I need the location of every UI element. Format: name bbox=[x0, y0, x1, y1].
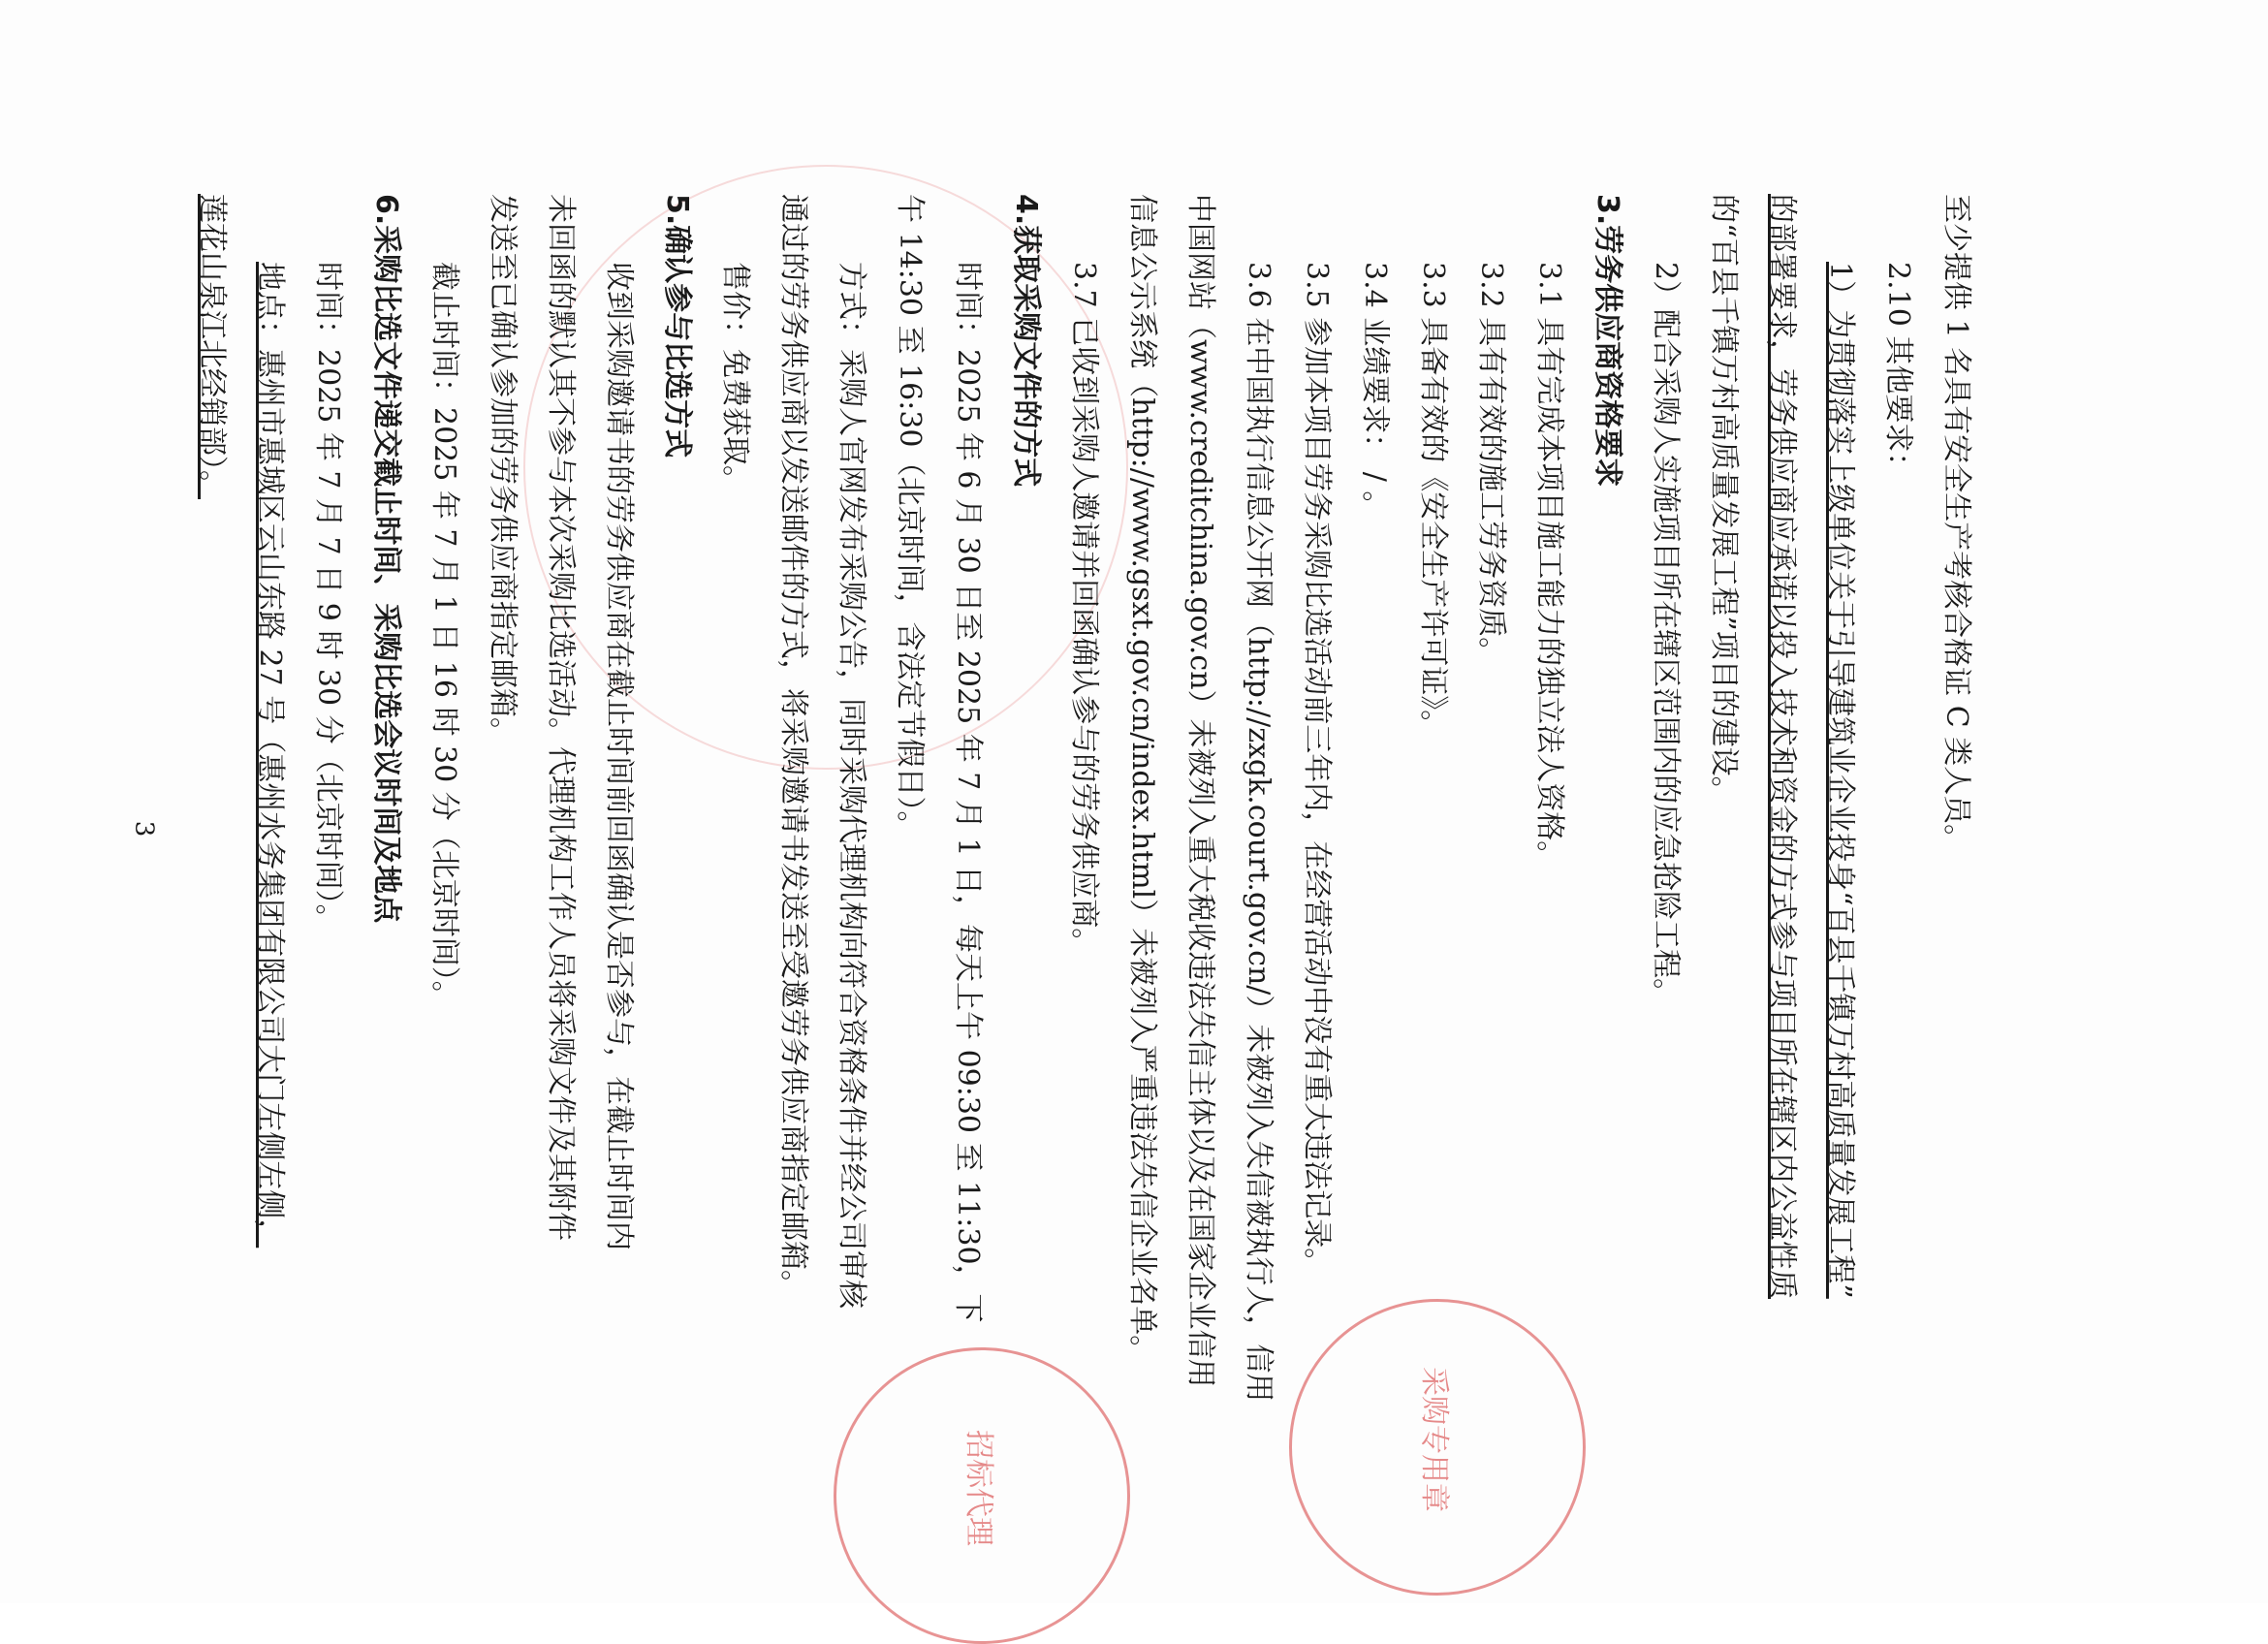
text-line: 3.7 已收到采购人邀请并回函确认参与的劳务供应商。 bbox=[1067, 262, 1101, 958]
text-line: 发送至已确认参加的劳务供应商指定邮箱。 bbox=[486, 194, 520, 746]
text-line: 2）配合采购人实施项目所在辖区范围内的应急抢险工程。 bbox=[1649, 262, 1683, 1008]
text-line: 午 14:30 至 16:30（北京时间，含法定节假日）。 bbox=[893, 194, 927, 840]
seal-text: 采购专用章 bbox=[1417, 1367, 1451, 1512]
red-seal-stamp bbox=[834, 1347, 1130, 1644]
text-line: 3.3 具备有效的《安全生产许可证》。 bbox=[1416, 262, 1450, 740]
text-line: 未回函的默认其不参与本次采购比选活动。代理机构工作人员将采购文件及其附件 bbox=[544, 194, 578, 1241]
text-line: 地点：惠州市惠城区云山东路 27 号（惠州水务集团有限公司大门左侧左侧， bbox=[253, 262, 287, 1249]
text-line: 的部署要求，劳务供应商应承诺以投入技术和资金的方式参与项目所在辖区内公益性质 bbox=[1765, 194, 1799, 1299]
text-line: 莲花山泉江北经销部）。 bbox=[195, 194, 229, 499]
text-line: 时间：2025 年 6 月 30 日至 2025 年 7 月 1 日，每天上午 09:30 至 11:30，下 bbox=[951, 262, 985, 1323]
page-number: 3 bbox=[129, 820, 159, 838]
text-line: 1）为贯彻落实上级单位关于引导建筑业企业投身“百县千镇万村高质量发展工程” bbox=[1823, 262, 1857, 1299]
text-line: 收到采购邀请书的劳务供应商在截止时间前回函确认是否参与，在截止时间内 bbox=[602, 262, 636, 1250]
text-line: 2.10 其他要求： bbox=[1881, 262, 1915, 482]
text-line: 方式：采购人官网发布采购公告，同时采购代理机构向符合资格条件并经公司审核 bbox=[835, 262, 868, 1309]
text-line: 3.4 业绩要求： / 。 bbox=[1358, 262, 1392, 521]
text-line: 的“百县千镇万村高质量发展工程”项目的建设。 bbox=[1707, 194, 1741, 806]
text-line: 至少提供 1 名具有安全生产考核合格证 C 类人员。 bbox=[1939, 194, 1973, 854]
text-line: 3.2 具有有效的施工劳务资质。 bbox=[1474, 262, 1508, 667]
red-seal-stamp bbox=[1289, 1299, 1586, 1596]
text-line: 截止时间：2025 年 7 月 1 日 16 时 30 分（北京时间）。 bbox=[427, 262, 461, 1010]
section-heading: 6.采购比选文件递交截止时间、采购比选会议时间及地点 bbox=[369, 194, 403, 924]
text-line: 3.1 具有完成本项目施工能力的独立法人资格。 bbox=[1532, 262, 1566, 870]
seal-text: 招标代理 bbox=[961, 1430, 995, 1546]
text-line: 3.5 参加本项目劳务采购比选活动前三年内，在经营活动中没有重大违法记录。 bbox=[1300, 262, 1334, 1278]
section-heading: 4.获取采购文件的方式 bbox=[1009, 194, 1043, 488]
text-line: 中国网站（www.creditchina.gov.cn）未被列入重大税收违法失信主体以及在国家企业信用 bbox=[1183, 194, 1217, 1388]
section-heading: 3.劳务供应商资格要求 bbox=[1591, 194, 1624, 488]
text-line: 售价：免费获取。 bbox=[718, 262, 752, 494]
text-line: 通过的劳务供应商以发送邮件的方式，将采购邀请书发送至受邀劳务供应商指定邮箱。 bbox=[776, 194, 810, 1299]
text-line: 信息公示系统（http://www.gsxt.gov.cn/index.html）未被列入严重违法失信企业名单。 bbox=[1125, 194, 1159, 1365]
text-line: 时间：2025 年 7 月 7 日 9 时 30 分（北京时间）。 bbox=[311, 262, 345, 933]
section-heading: 5.确认参与比选方式 bbox=[660, 194, 694, 458]
text-line: 3.6 在中国执行信息公开网（http://zxgk.court.gov.cn/）未被列入失信被执行人，信用 bbox=[1242, 262, 1276, 1403]
